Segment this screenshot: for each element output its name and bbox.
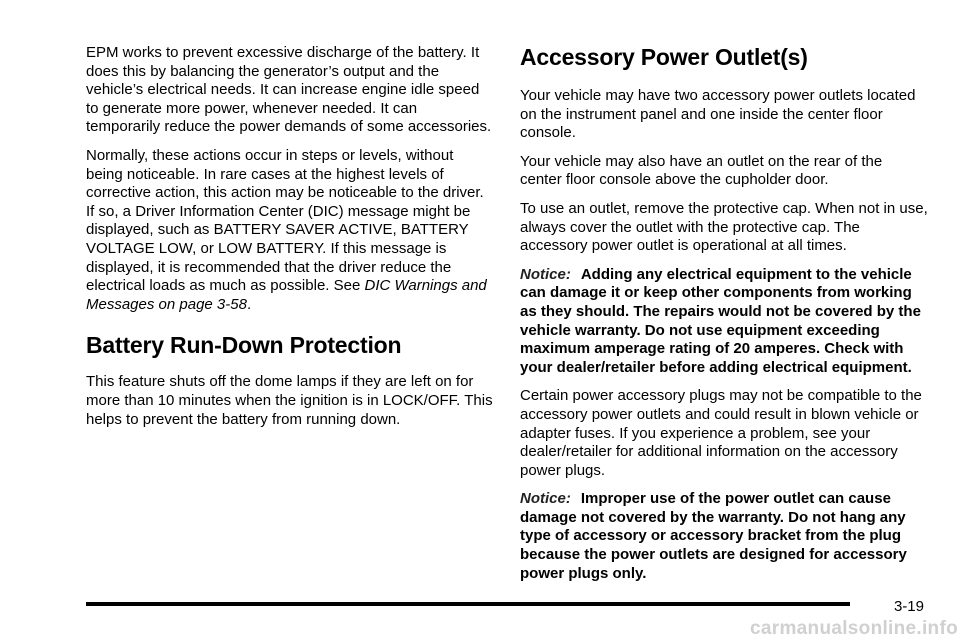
notice-label: Notice: (520, 265, 571, 283)
rear-outlet-paragraph: Your vehicle may also have an outlet on the rear of the center floor console above the cupholder door. (520, 152, 883, 189)
plug-compatibility-paragraph: Certain power accessory plugs may not be compatible to the accessory power outlets and could result in blown vehicle or adapter fuses. If you experience a problem, see your dealer/retailer for additional information on the accessory power plugs. (520, 387, 922, 479)
epm-paragraph: EPM works to prevent excessive discharge of the battery. It does this by balancing the generator’s output and the vehicle’s electrical needs. It can increase engine idle speed to generate more power, whenever needed. It can temporarily reduce the power demands of some accessories. (86, 44, 492, 136)
outlet-use-paragraph: To use an outlet, remove the protective cap. When not in use, always cover the outlet with the protective cap. The accessory power outlet is operational at all times. (520, 199, 928, 255)
rundown-paragraph: This feature shuts off the dome lamps if they are left on for more than 10 minutes when the ignition is in LOCK/OFF. This helps to prevent the battery from running down. (86, 373, 493, 428)
dic-page-reference[interactable]: DIC Warnings and Messages on page 3-58 (86, 277, 487, 313)
footer-rule (86, 602, 850, 606)
page-number: 3-19 (893, 598, 924, 615)
notice-label: Notice: (520, 490, 571, 508)
outlet-location-paragraph: Your vehicle may have two accessory power outlets located on the instrument panel and one inside the center floor console. (520, 87, 916, 142)
battery-rundown-heading: Battery Run-Down Protection (86, 332, 402, 359)
notice-text: Improper use of the power outlet can cause damage not covered by the warranty. Do not hang any type of accessory or accessory bracket from the plug because the power outlets are designed for accessory power plugs only. (520, 490, 907, 582)
dic-paragraph (86, 147, 494, 314)
notice-electrical-equipment (520, 266, 928, 378)
watermark: carmanualsonline.info (750, 618, 958, 639)
notice-improper-use (520, 490, 928, 583)
dic-paragraph-end: . (246, 295, 252, 313)
accessory-outlet-heading: Accessory Power Outlet(s) (520, 44, 808, 70)
dic-paragraph-text: Normally, these actions occur in steps or levels, without being noticeable. In rare cases at the highest levels of corrective action, this action may be noticeable to the driver. If so, a Driver Information Center (DIC) message might be displayed, such as BATTERY SAVER ACTIVE, BATTERY VOLTAGE LOW, or LOW BATTERY. If this message is displayed, it is recommended that the driver reduce the electrical loads as much as possible. See (86, 146, 484, 295)
notice-text: Adding any electrical equipment to the vehicle can damage it or keep other components from working as they should. The repairs would not be covered by the vehicle warranty. Do not use equipment exceeding maximum amperage rating of 20 amperes. Check with your dealer/retailer before adding electrical equipment. (520, 265, 921, 376)
left-column (86, 44, 494, 439)
right-column (520, 44, 928, 593)
